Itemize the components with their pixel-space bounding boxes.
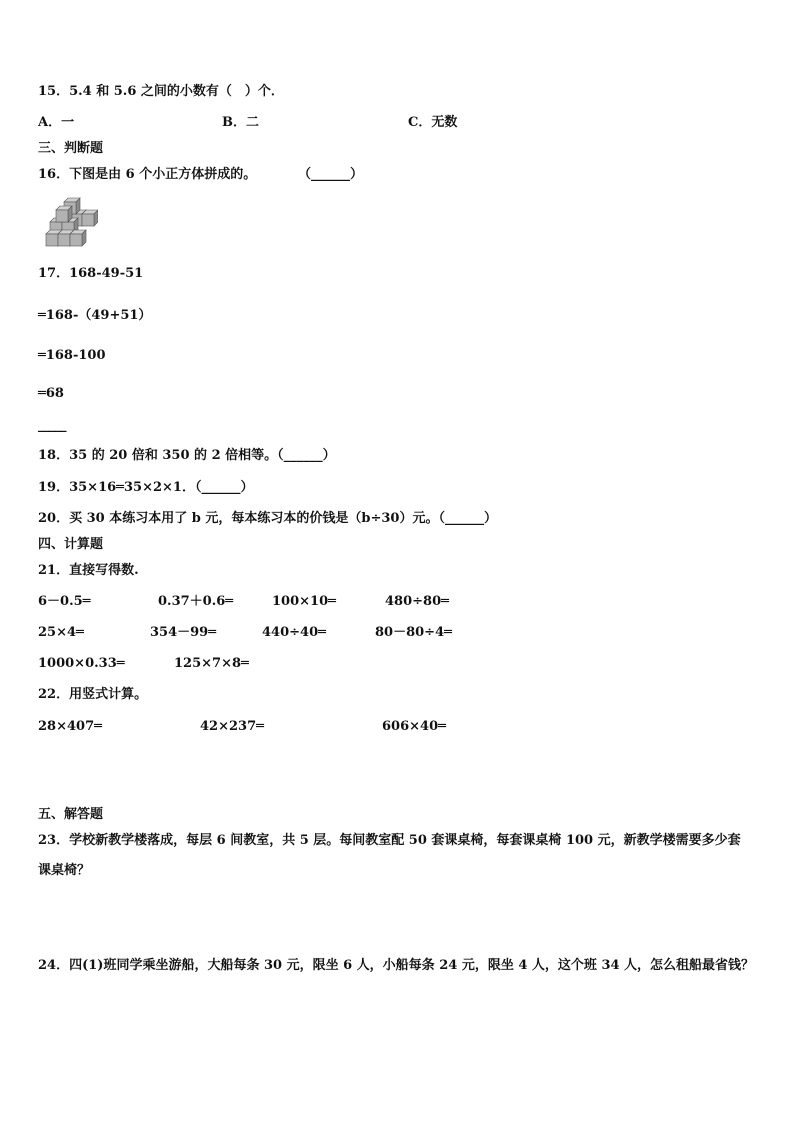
- q21-expr: 125×7×8═: [174, 656, 249, 671]
- section-heading-calculation: 四、计算题: [38, 537, 104, 552]
- question-24: 24．四(1)班同学乘坐游船，大船每条 30 元，限坐 6 人，小船每条 24 元，限坐 4 人，这个班 34 人，怎么租船最省钱？: [38, 958, 755, 973]
- q21-expr: 354－99═: [150, 625, 217, 640]
- q15-option-a: A．一: [38, 115, 75, 130]
- question-17-blank: _____: [38, 418, 66, 433]
- q21-expr: 440÷40═: [262, 625, 326, 640]
- question-17-line-3: ═168-100: [38, 348, 106, 363]
- q21-expr: 6－0.5═: [38, 594, 91, 609]
- q15-option-b: B．二: [222, 115, 259, 130]
- question-20: 20．买 30 本练习本用了 b 元，每本练习本的价钱是（b÷30）元。（______）: [38, 511, 497, 526]
- q21-expr: 100×10═: [272, 594, 336, 609]
- q21-expr: 80－80÷4═: [375, 625, 452, 640]
- q15-option-c: C．无数: [408, 115, 458, 130]
- question-23-line-1: 23．学校新教学楼落成，每层 6 间教室，共 5 层。每间教室配 50 套课桌椅，每套课桌椅 100 元，新教学楼需要多少套: [38, 833, 741, 848]
- cube-stack-figure: [44, 196, 98, 248]
- q22-item: 42×237═: [200, 719, 264, 734]
- q22-item: 606×40═: [382, 719, 446, 734]
- q21-expr: 0.37＋0.6═: [158, 594, 234, 609]
- question-23-line-2: 课桌椅？: [38, 863, 91, 878]
- section-heading-word-problems: 五、解答题: [38, 807, 104, 822]
- q21-expr: 25×4═: [38, 625, 84, 640]
- question-17-line-2: ═168-（49+51）: [38, 308, 152, 323]
- question-22-stem: 22．用竖式计算。: [38, 687, 148, 702]
- question-19: 19．35×16═35×2×1．（______）: [38, 480, 254, 495]
- question-17-line-4: ═68: [38, 386, 64, 401]
- q22-item: 28×407═: [38, 719, 102, 734]
- question-16-blank: （______）: [298, 167, 364, 182]
- q21-expr: 1000×0.33═: [38, 656, 125, 671]
- question-17-line-1: 17．168-49-51: [38, 266, 144, 281]
- question-15-stem: 15．5.4 和 5.6 之间的小数有（ ）个．: [38, 84, 284, 99]
- question-18: 18．35 的 20 倍和 350 的 2 倍相等。（______）: [38, 448, 336, 463]
- question-21-stem: 21．直接写得数.: [38, 563, 139, 578]
- question-16-stem: 16．下图是由 6 个小正方体拼成的。: [38, 167, 257, 182]
- section-heading-judgement: 三、判断题: [38, 141, 104, 156]
- q21-expr: 480÷80═: [385, 594, 449, 609]
